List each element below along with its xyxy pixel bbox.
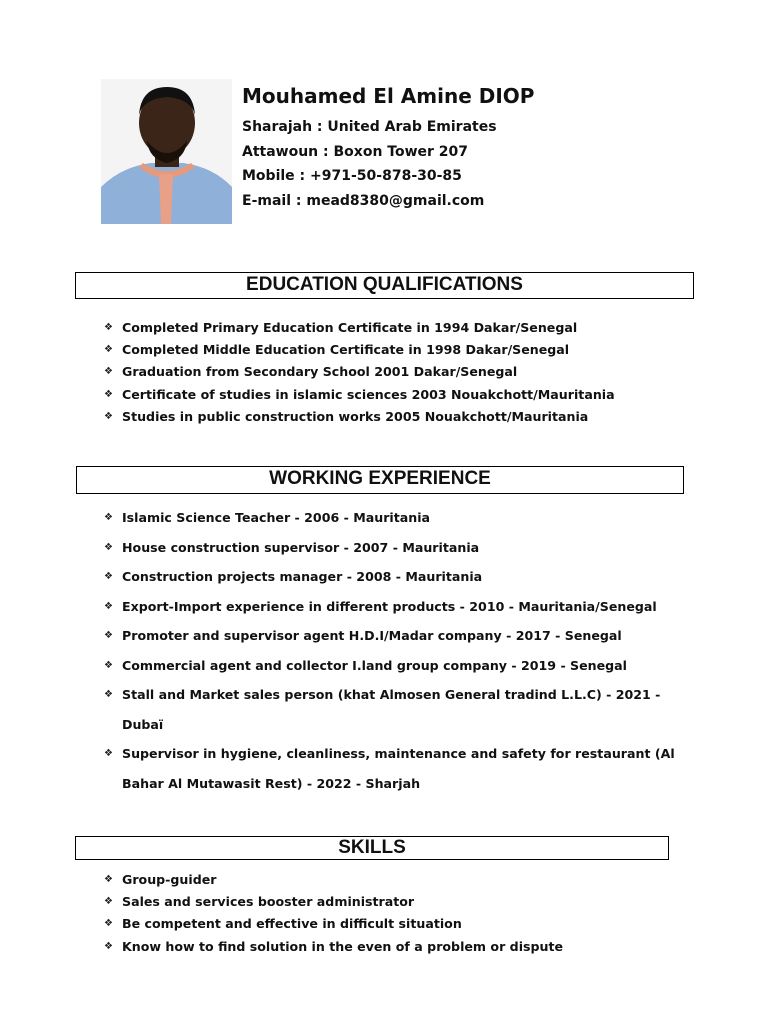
bullet-icon: ❖ [104,512,113,523]
list-item-text: Sales and services booster administrator [122,894,415,910]
experience-list [104,503,675,798]
list-item-text: Export-Import experience in different products - 2010 - Mauritania/Senegal [122,598,657,614]
list-item-text-continued: Dubaï [122,716,164,732]
bullet-icon: ❖ [104,388,113,400]
list-item-text: Be competent and effective in difficult situation [122,916,462,932]
list-item-text: Stall and Market sales person (khat Almosen General tradind L.L.C) - 2021 - [122,687,661,702]
bullet-icon: ❖ [104,410,113,422]
list-item [104,651,675,681]
bullet-icon: ❖ [104,748,113,759]
contact-email [242,193,484,209]
contact-label: Mobile [242,168,295,184]
contact-value: +971-50-878-30-85 [310,168,462,184]
list-item-text: Certificate of studies in islamic sciences 2003 Nouakchott/Mauritania [122,386,615,402]
contact-value: United Arab Emirates [327,119,497,135]
list-item-text: Construction projects manager - 2008 - Mauritania [122,569,483,584]
list-item-text: Commercial agent and collector I.land group company - 2019 - Senegal [122,657,627,673]
bullet-icon: ❖ [104,571,113,582]
list-item-text: Know how to find solution in the even of a problem or dispute [122,938,564,954]
list-item [104,339,615,361]
contact-address [242,144,468,160]
list-item [104,361,615,383]
contact-label: Attawoun [242,144,319,160]
list-item [104,739,675,798]
list-item [104,406,615,428]
bullet-icon: ❖ [104,689,113,700]
contact-value: mead8380@gmail.com [306,193,485,209]
list-item [104,384,615,406]
bullet-icon: ❖ [104,940,113,952]
list-item [104,891,563,913]
bullet-icon: ❖ [104,600,113,612]
list-item [104,562,675,592]
bullet-icon: ❖ [104,630,113,641]
list-item-text: Completed Middle Education Certificate in 1998 Dakar/Senegal [122,342,570,358]
list-item-text: House construction supervisor - 2007 - Mauritania [122,539,480,555]
profile-photo [101,79,232,224]
separator: : [294,168,311,184]
list-item [104,317,615,339]
skills-list [104,869,563,958]
list-item-text: Promoter and supervisor agent H.D.I/Madar company - 2017 - Senegal [122,628,622,643]
candidate-name: Mouhamed El Amine DIOP [242,84,535,108]
list-item [104,592,675,622]
bullet-icon: ❖ [104,659,113,671]
separator: : [291,193,307,209]
list-item [104,936,563,958]
contact-value: Boxon Tower 207 [333,144,469,160]
list-item-text: Studies in public construction works 2005 Nouakchott/Mauritania [122,408,589,424]
bullet-icon: ❖ [104,918,113,930]
list-item [104,621,675,651]
list-item-text: Graduation from Secondary School 2001 Dakar/Senegal [122,364,518,380]
list-item-text: Islamic Science Teacher - 2006 - Mauritania [122,510,431,525]
list-item-text: Supervisor in hygiene, cleanliness, maintenance and safety for restaurant (Al [122,746,675,761]
bullet-icon: ❖ [104,541,113,553]
list-item-text: Group-guider [122,872,217,887]
bullet-icon: ❖ [104,366,113,378]
list-item-text: Completed Primary Education Certificate in 1994 Dakar/Senegal [122,320,578,335]
contact-label: Sharajah [242,119,313,135]
contact-label: E-mail [242,193,292,209]
education-heading: EDUCATION QUALIFICATIONS [75,272,694,299]
contact-city [242,119,497,135]
bullet-icon: ❖ [104,322,113,333]
list-item-text-continued: Bahar Al Mutawasit Rest) - 2022 - Sharjah [122,775,421,791]
experience-heading: WORKING EXPERIENCE [76,466,684,494]
list-item [104,680,675,739]
bullet-icon: ❖ [104,896,113,908]
list-item [104,533,675,563]
bullet-icon: ❖ [104,874,113,885]
contact-mobile [242,168,462,184]
list-item [104,869,563,891]
education-list [104,317,615,428]
list-item [104,913,563,935]
separator: : [318,144,334,160]
separator: : [312,119,328,135]
bullet-icon: ❖ [104,344,113,356]
list-item [104,503,675,533]
skills-heading: SKILLS [75,836,669,860]
